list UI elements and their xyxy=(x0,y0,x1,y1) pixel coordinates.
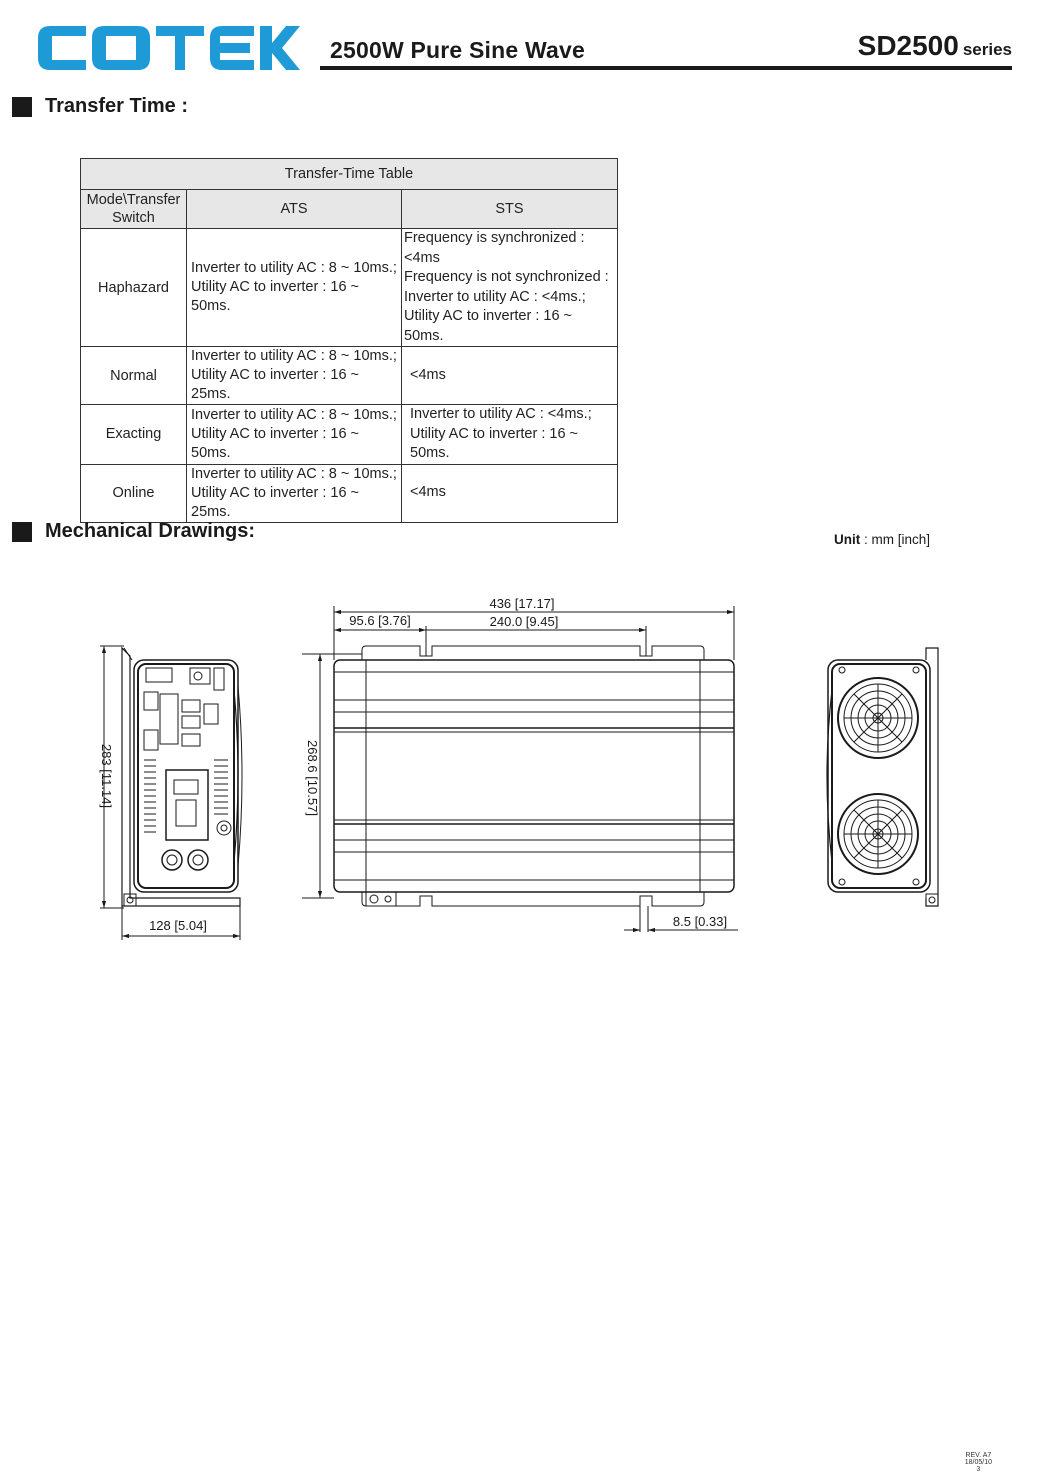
section-bullet-icon xyxy=(12,522,32,542)
ats-line: Inverter to utility AC : 8 ~ 10ms.; xyxy=(191,348,397,364)
model-number: SD2500 xyxy=(857,30,959,61)
page-number: 3 xyxy=(976,1466,981,1473)
header-mode-line2: Switch xyxy=(112,210,155,226)
ats-line: Inverter to utility AC : 8 ~ 10ms.; xyxy=(191,406,397,423)
mode-cell: Exacting xyxy=(81,405,187,465)
ats-line: Inverter to utility AC : 8 ~ 10ms.; xyxy=(191,260,397,276)
sts-cell xyxy=(402,405,618,465)
dim-top-offset: 95.6 [3.76] xyxy=(349,613,411,628)
dim-top-spacing: 240.0 [9.45] xyxy=(489,614,559,629)
section-bullet-icon xyxy=(12,97,32,117)
revision-note xyxy=(965,1452,992,1473)
sts-cell xyxy=(402,464,618,522)
sts-line: <4ms xyxy=(410,484,446,501)
dim-foot-width: 8.5 [0.33] xyxy=(672,914,728,929)
unit-note xyxy=(834,532,930,547)
table-caption: Transfer-Time Table xyxy=(81,159,618,190)
revision-date: 18/05/10 xyxy=(964,1459,992,1466)
section-mechanical-drawings xyxy=(12,520,255,543)
transfer-time-table xyxy=(80,158,618,523)
header-rule xyxy=(320,66,1012,70)
section-title: Mechanical Drawings: xyxy=(45,520,256,542)
sts-line: Utility AC to inverter : 16 ~ 50ms. xyxy=(410,425,579,461)
dim-front-width: 128 [5.04] xyxy=(149,918,207,933)
dim-front-height: 283 [11.14] xyxy=(99,743,114,809)
ats-line: Inverter to utility AC : 8 ~ 10ms.; xyxy=(191,465,397,482)
ats-line: Utility AC to inverter : 16 ~ 25ms. xyxy=(191,367,360,402)
sts-line: Inverter to utility AC : <4ms.; xyxy=(410,406,592,422)
sts-cell xyxy=(402,347,618,405)
mechanical-drawing xyxy=(0,580,1042,960)
table-row xyxy=(81,229,618,347)
sts-line: Inverter to utility AC : <4ms.; xyxy=(404,288,586,305)
ats-cell xyxy=(187,405,402,465)
mode-cell: Online xyxy=(81,464,187,522)
table-row xyxy=(81,405,618,465)
unit-value: : mm [inch] xyxy=(864,532,931,547)
ats-cell xyxy=(187,464,402,522)
fan-icon xyxy=(838,678,918,758)
ats-cell xyxy=(187,229,402,347)
ats-line: Utility AC to inverter : 16 ~ 25ms. xyxy=(191,484,360,520)
page-title: 2500W Pure Sine Wave xyxy=(330,37,585,63)
unit-label: Unit xyxy=(834,532,861,547)
sts-line: Frequency is not synchronized : xyxy=(404,269,609,285)
rear-view xyxy=(827,648,938,906)
sts-line: Frequency is synchronized : <4ms xyxy=(404,230,585,266)
mode-cell: Haphazard xyxy=(81,229,187,347)
model-suffix: series xyxy=(962,40,1012,59)
revision: REV. A7 xyxy=(965,1452,992,1459)
header-sts: STS xyxy=(402,190,618,229)
mode-cell: Normal xyxy=(81,347,187,405)
dim-top-length: 436 [17.17] xyxy=(489,596,555,611)
front-view xyxy=(122,648,242,906)
section-title: Transfer Time : xyxy=(45,95,189,117)
header-ats: ATS xyxy=(187,190,402,229)
sts-line: <4ms xyxy=(410,366,446,383)
model-name xyxy=(858,30,1012,62)
ats-line: Utility AC to inverter : 16 ~ 50ms. xyxy=(191,425,360,461)
ats-line: Utility AC to inverter : 16 ~ 50ms. xyxy=(191,279,360,314)
cotek-logo xyxy=(38,26,300,70)
header-mode xyxy=(81,190,187,229)
sts-line: Utility AC to inverter : 16 ~ 50ms. xyxy=(404,308,573,344)
table-row xyxy=(81,464,618,522)
header-mode-line1: Mode\Transfer xyxy=(86,192,181,208)
ats-cell xyxy=(187,347,402,405)
fan-icon xyxy=(838,794,918,874)
top-view xyxy=(334,646,734,906)
table-row xyxy=(81,347,618,405)
section-transfer-time xyxy=(12,95,188,118)
dim-top-height: 268.6 [10.57] xyxy=(305,740,320,816)
sts-cell xyxy=(402,229,618,347)
